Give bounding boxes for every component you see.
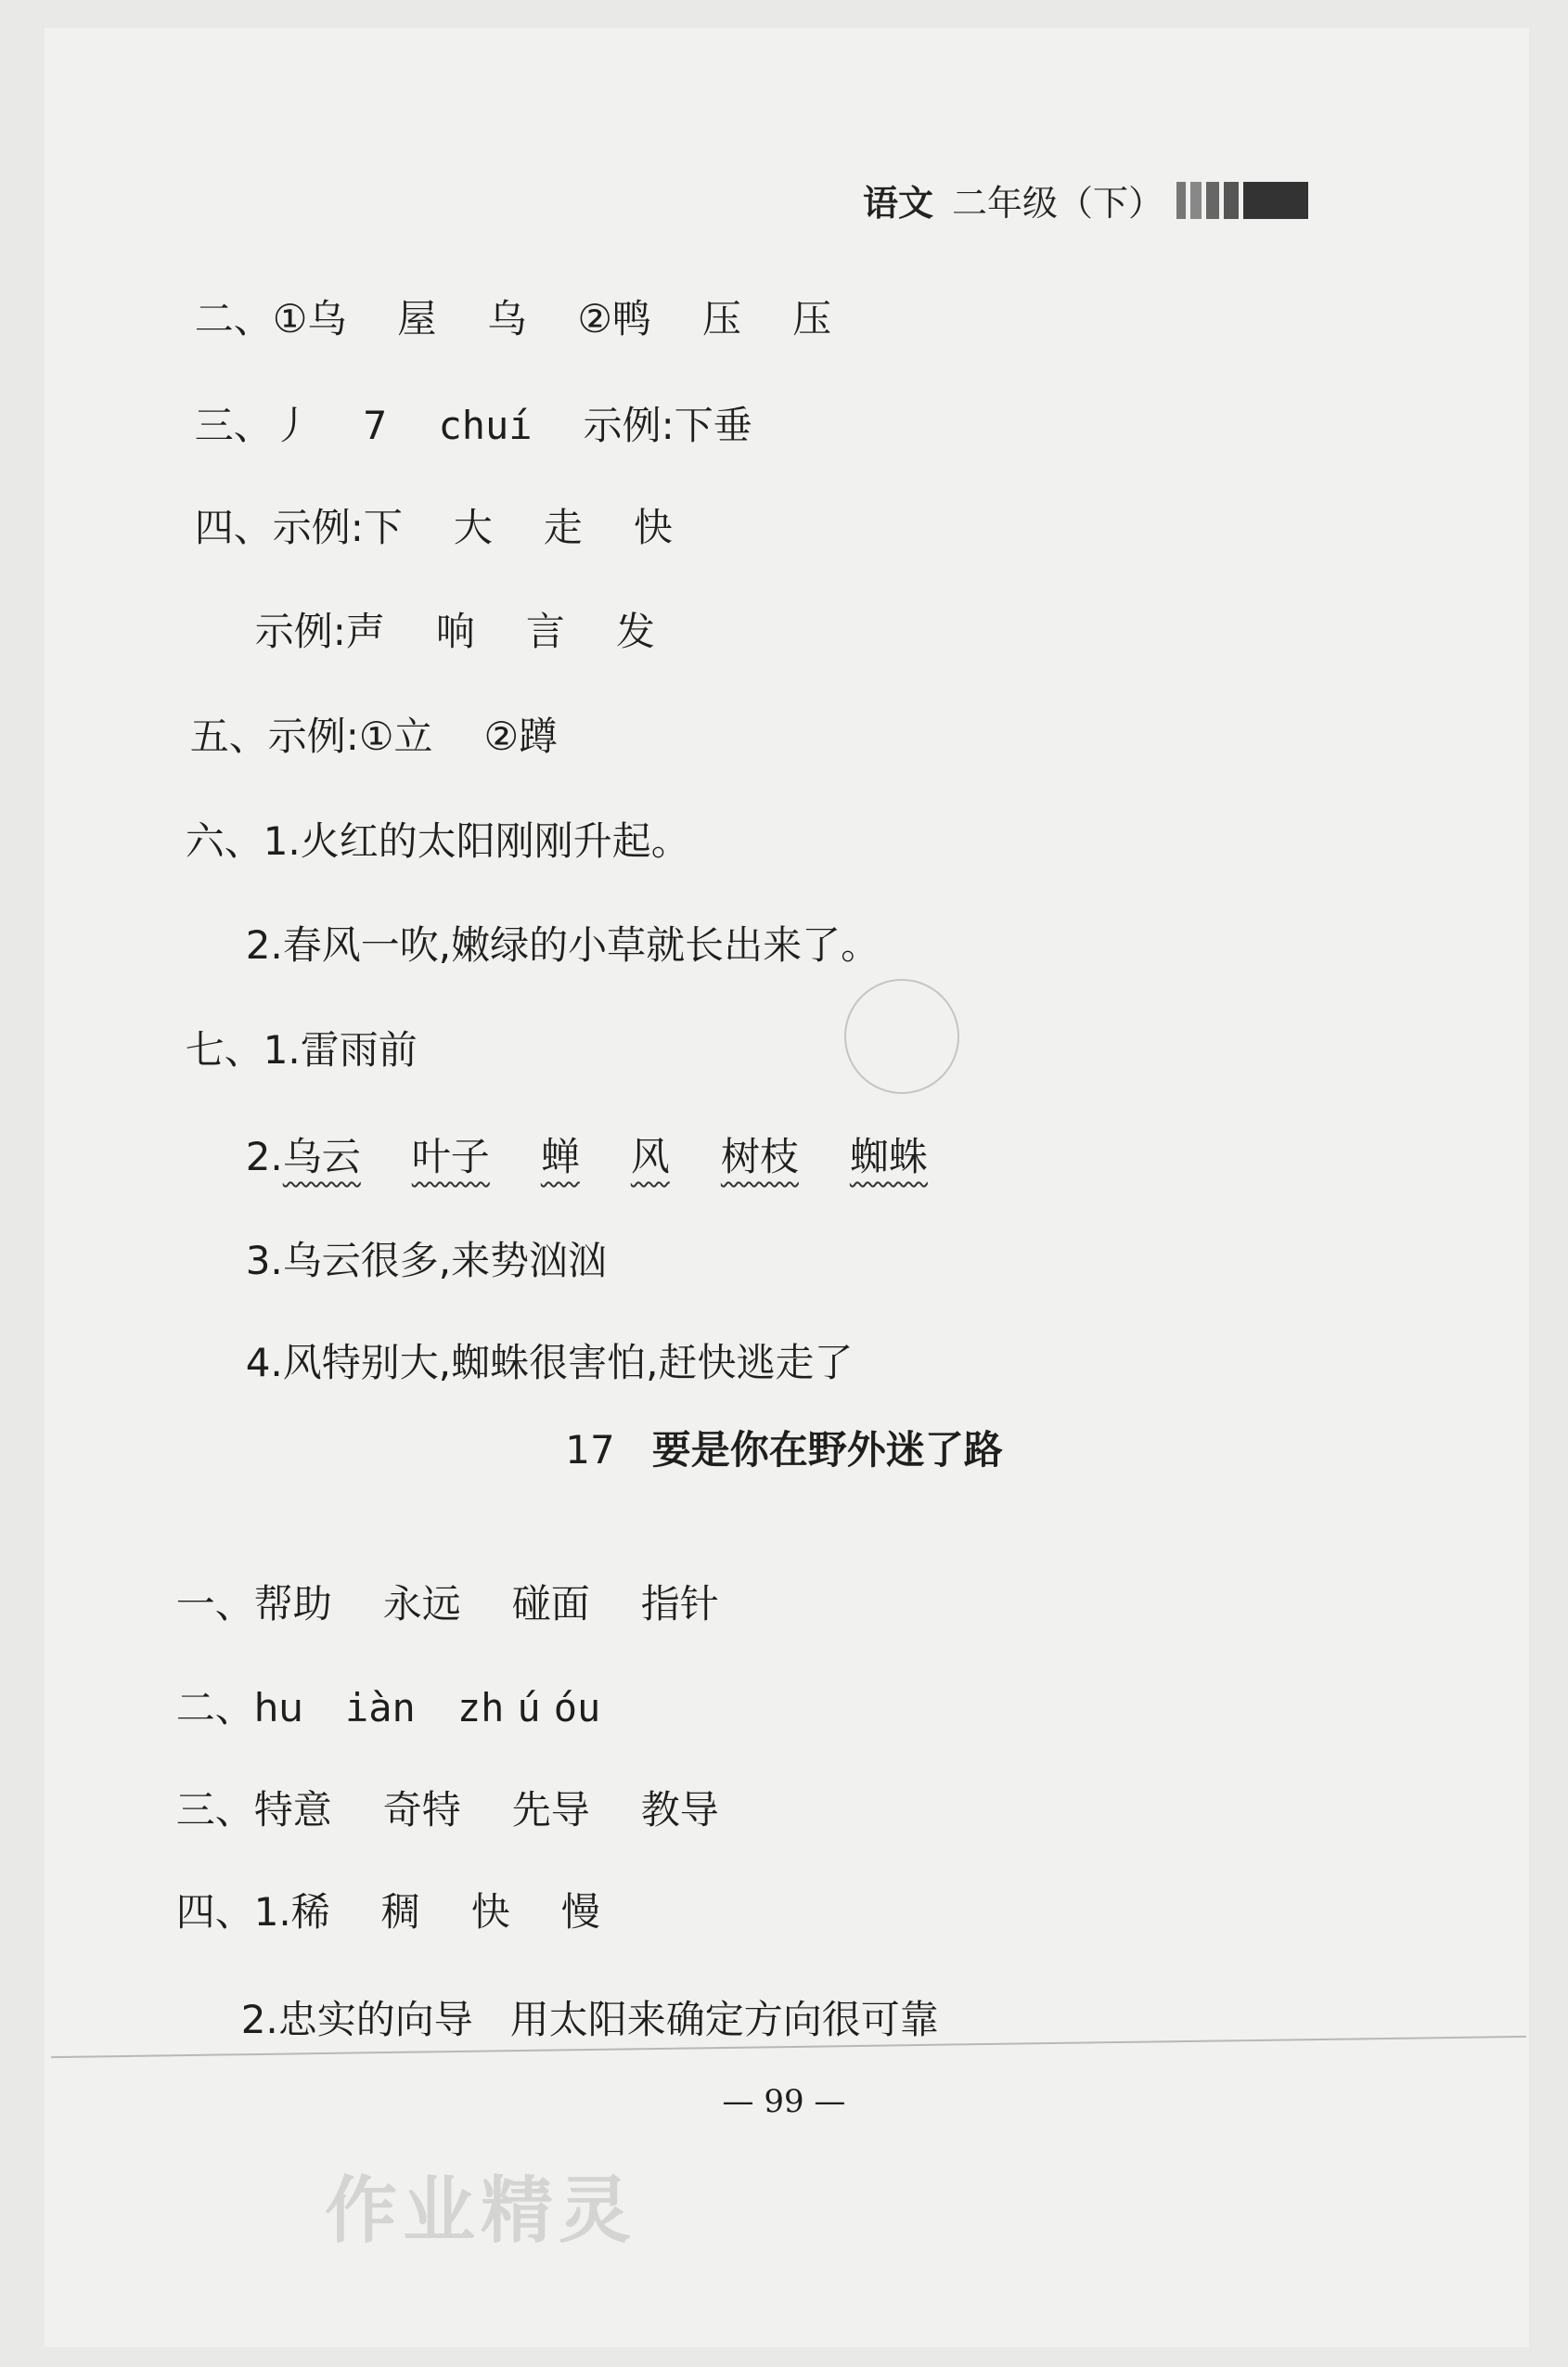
answer-line-7	[161, 986, 418, 1072]
answer-item: 教导	[640, 1787, 719, 1833]
answer-item: 言	[525, 609, 565, 655]
answer-item: 压	[702, 296, 742, 342]
answer-item: 2.	[245, 1134, 283, 1180]
underlined-word: 树枝	[720, 1134, 799, 1180]
answer-item: 五、示例:①立	[189, 714, 433, 760]
section-number: 17	[565, 1427, 615, 1473]
answer-item: 2.忠实的向导	[240, 1997, 473, 2043]
answer-item: ②鸭	[577, 296, 652, 342]
header-subject: 语文	[863, 183, 934, 224]
answer-item: 先导	[511, 1787, 590, 1833]
answer-line-4	[170, 464, 673, 549]
underlined-word: 乌云	[282, 1134, 361, 1180]
answer-item: 大	[453, 505, 493, 551]
underlined-word: 风	[630, 1134, 670, 1180]
answer-item: 奇特	[382, 1787, 461, 1833]
answer-line-6	[161, 778, 690, 863]
underlined-word: 蝉	[540, 1134, 580, 1180]
answer-item: 三、特意	[175, 1787, 332, 1833]
pinyin: iàn	[344, 1685, 416, 1731]
answer-text: 七、1.雷雨前	[185, 1027, 418, 1074]
section-title	[0, 1420, 1568, 1475]
answer-line-2	[170, 255, 831, 341]
answer-text: 2.春风一吹,嫩绿的小草就长出来了。	[245, 922, 880, 969]
answer-item: 二、hu	[175, 1685, 303, 1731]
answer-item: 一、帮助	[175, 1581, 332, 1627]
answer-item: 发	[615, 609, 655, 655]
page-header	[863, 174, 1313, 225]
answer-item: 三、丿	[194, 403, 312, 449]
answer-item: 示例:声	[254, 609, 385, 655]
underlined-word: 叶子	[411, 1134, 490, 1180]
answer-item: 指针	[640, 1581, 719, 1627]
header-grade: 二年级（下）	[952, 183, 1164, 224]
answer-line-7d	[221, 1299, 853, 1384]
section-name: 要是你在野外迷了路	[651, 1427, 1003, 1473]
answer-line-7b	[221, 1093, 928, 1178]
header-decoration	[1176, 182, 1313, 219]
pinyin: chuí	[438, 403, 533, 449]
watermark: 作业精灵	[325, 2169, 637, 2253]
answer-item: 用太阳来确定方向很可靠	[509, 1997, 939, 2043]
answer-item: 示例:下垂	[583, 403, 752, 449]
answer-item: 永远	[382, 1581, 461, 1627]
answer-item: 屋	[397, 296, 437, 342]
pinyin: ú	[517, 1685, 541, 1731]
answer-text: 4.风特别大,蜘蛛很害怕,赶快逃走了	[245, 1340, 854, 1386]
pinyin: zh	[456, 1685, 505, 1731]
answer-line-s2-1	[151, 1540, 719, 1626]
answer-line-s2-4	[151, 1848, 600, 1934]
answer-item: 压	[792, 296, 832, 342]
answer-text: 3.乌云很多,来势汹汹	[245, 1238, 608, 1284]
answer-item: ②蹲	[483, 714, 559, 760]
answer-item: 碰面	[511, 1581, 590, 1627]
answer-item: 7	[362, 403, 388, 449]
answer-line-3	[170, 362, 752, 447]
answer-line-s2-3	[151, 1746, 719, 1832]
pinyin: óu	[553, 1685, 601, 1731]
answer-item: 四、1.稀	[175, 1889, 330, 1936]
answer-item: 稠	[380, 1889, 420, 1936]
answer-item: 快	[633, 505, 673, 551]
answer-line-5	[165, 673, 558, 758]
answer-item: 四、示例:下	[194, 505, 403, 551]
page-number: — 99 —	[722, 2083, 846, 2120]
answer-item: 快	[470, 1889, 510, 1936]
answer-line-s2-4b	[216, 1956, 939, 2041]
answer-item: 走	[543, 505, 583, 551]
answer-line-4b	[230, 568, 655, 653]
answer-item: 响	[435, 609, 475, 655]
answer-item: 二、①乌	[194, 296, 347, 342]
answer-item: 乌	[487, 296, 527, 342]
underlined-word: 蜘蛛	[849, 1134, 928, 1180]
answer-line-7c	[221, 1197, 607, 1282]
answer-item: 慢	[560, 1889, 600, 1936]
answer-line-6b	[221, 881, 880, 967]
answer-text: 六、1.火红的太阳刚刚升起。	[185, 818, 690, 865]
stamp-logo	[844, 979, 959, 1094]
answer-line-s2-2	[151, 1644, 600, 1730]
